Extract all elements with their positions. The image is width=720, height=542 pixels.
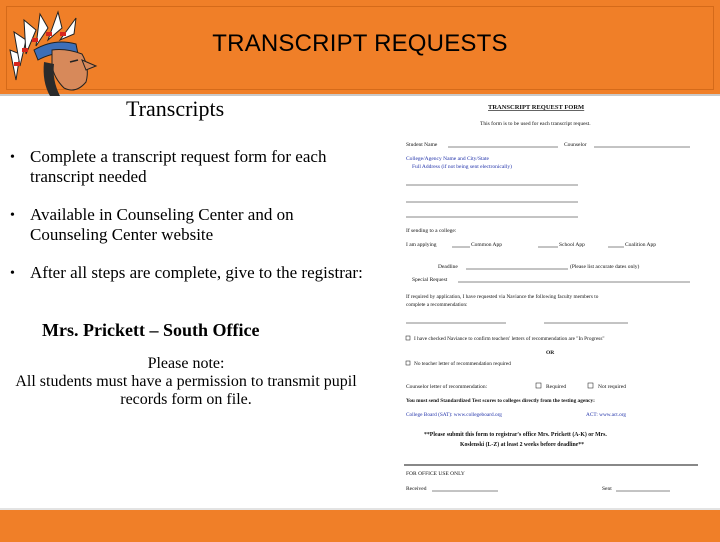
- form-act: ACT: www.act.org: [586, 412, 627, 418]
- note-text: All students must have a permission to transmit pupil records form on file.: [15, 373, 357, 408]
- note-label: Please note:: [147, 355, 225, 372]
- form-school-app: School App: [559, 242, 585, 248]
- form-sent: Sent: [602, 486, 612, 492]
- form-office-use: FOR OFFICE USE ONLY: [406, 471, 465, 477]
- section-heading: Transcripts: [126, 96, 225, 121]
- form-submit-line2: Koslenski (L-Z) at least 2 weeks before deadline**: [460, 442, 585, 448]
- form-received: Received: [406, 486, 427, 492]
- form-must-send: You must send Standardized Test scores to colleges directly from the testing agency:: [406, 398, 595, 404]
- form-deadline: Deadline: [438, 264, 458, 270]
- form-checked-naviance: I have checked Naviance to confirm teachers' letters of recommendation are "In Progress": [414, 336, 605, 342]
- form-subtitle: This form is to be used for each transcript request.: [480, 121, 591, 127]
- bullet-icon: •: [10, 266, 15, 281]
- form-college-board: College Board (SAT): www.collegeboard.org: [406, 412, 502, 418]
- page-title: TRANSCRIPT REQUESTS: [212, 30, 508, 57]
- bullet-item: [6, 205, 366, 245]
- form-common-app: Common App: [471, 242, 503, 248]
- form-title: TRANSCRIPT REQUEST FORM: [488, 104, 585, 111]
- form-faculty-line2: complete a recommendation:: [406, 302, 468, 308]
- form-college-agency: College/Agency Name and City/State: [406, 156, 489, 162]
- form-not-required: Not required: [598, 384, 626, 390]
- bullet-item: [6, 147, 366, 187]
- transcript-request-form-image: [398, 98, 702, 496]
- form-deadline-note: (Please list accurate dates only): [570, 264, 640, 270]
- form-student-name: Student Name: [406, 142, 438, 148]
- form-coalition-app: Coalition App: [625, 242, 657, 248]
- bullet-icon: •: [10, 150, 15, 165]
- bullet-text: Complete a transcript request form for each transcript needed: [30, 147, 327, 186]
- bullet-icon: •: [10, 208, 15, 223]
- bullet-text: Available in Counseling Center and on Counseling Center website: [30, 205, 294, 244]
- form-faculty-line1: If required by application, I have requested via Naviance the following faculty members to: [406, 294, 599, 300]
- form-applying: I am applying: [406, 242, 437, 248]
- bullet-item: [6, 263, 366, 283]
- form-or: OR: [546, 350, 555, 356]
- form-special-request: Special Request: [412, 277, 448, 283]
- form-full-address: Full Address (if not being sent electronically): [412, 164, 512, 170]
- form-no-teacher: No teacher letter of recommendation required: [414, 361, 511, 367]
- form-submit-line1: **Please submit this form to registrar's office Mrs. Prickett (A-K) or Mrs.: [424, 432, 607, 438]
- form-if-sending: If sending to a college:: [406, 228, 457, 234]
- registrar-office: Mrs. Prickett – South Office: [42, 320, 260, 340]
- permission-note: [0, 355, 372, 409]
- bullet-list: [6, 147, 366, 301]
- bullet-text: After all steps are complete, give to the registrar:: [30, 263, 363, 282]
- footer-bar: [0, 508, 720, 542]
- form-required: Required: [546, 384, 567, 390]
- form-counselor: Counselor: [564, 142, 587, 148]
- form-counselor-letter: Counselor letter of recommendation:: [406, 384, 488, 390]
